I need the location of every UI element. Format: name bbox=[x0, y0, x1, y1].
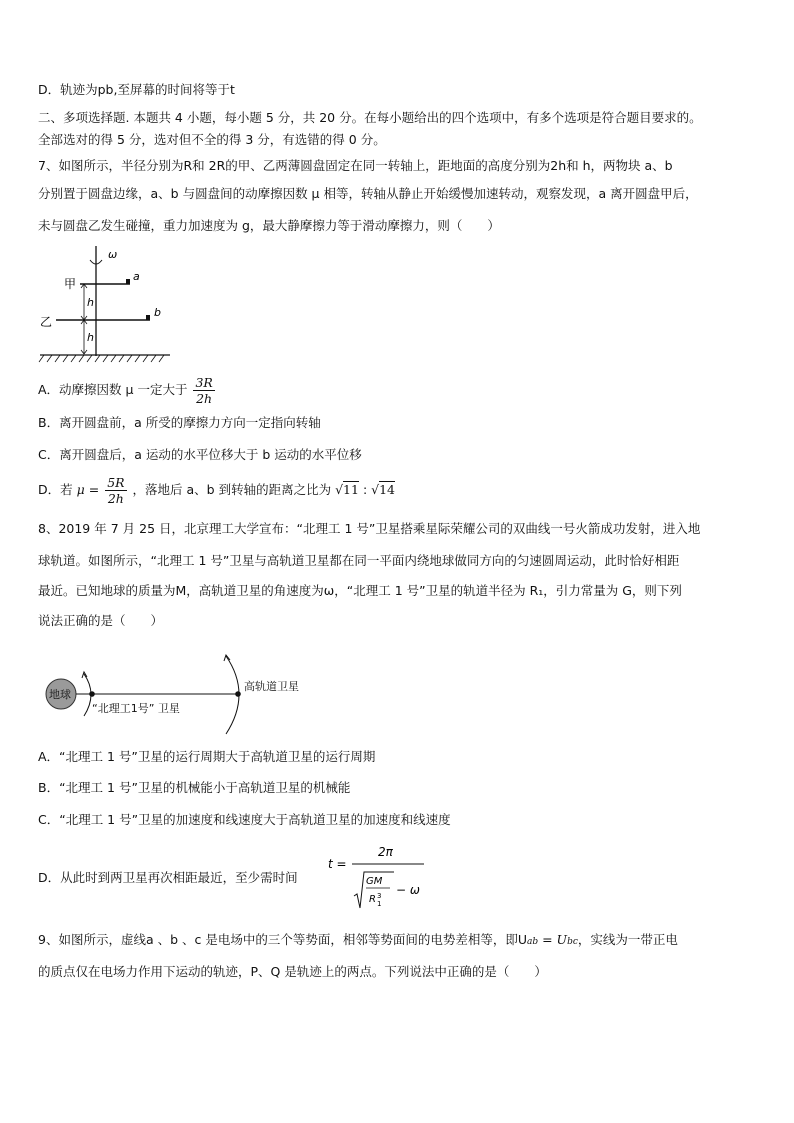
q8-option-c: C．“北理工 1 号”卫星的加速度和线速度大于高轨道卫星的加速度和线速度 bbox=[38, 812, 451, 827]
formula-t: t = bbox=[328, 857, 347, 871]
q9-stem-line1-tail: ，实线为一带正电 bbox=[577, 932, 678, 947]
q7-option-d-text: ，落地后 a、b 到转轴的距离之比为 bbox=[132, 482, 332, 497]
q9-stem-line1-text: 9、如图所示，虚线a 、b 、c 是电场中的三个等势面，相邻等势面间的电势差相等，即U bbox=[38, 932, 527, 947]
high-satellite-label: 高轨道卫星 bbox=[244, 680, 299, 693]
q7-option-d-numerator: 5R bbox=[107, 475, 125, 490]
q7-option-a-denominator: 2h bbox=[196, 391, 213, 406]
formula-r: R bbox=[369, 894, 376, 905]
q7-option-d-colon: : bbox=[362, 482, 368, 497]
formula-numerator: 2π bbox=[378, 845, 393, 859]
q9-stem-line2: 的质点仅在电场力作用下运动的轨迹，P、Q 是轨迹上的两点。下列说法中正确的是（ ） bbox=[38, 964, 547, 979]
q7-option-a bbox=[38, 373, 217, 407]
block-a-label: a bbox=[133, 270, 140, 283]
bit1-satellite-dot bbox=[89, 691, 95, 697]
q9-stem-line1: 9、如图所示，虚线a 、b 、c 是电场中的三个等势面，相邻等势面间的电势差相等，即Uab = Ubc，实线为一带正电 bbox=[38, 932, 678, 947]
q8-stem-line2: 球轨道。如图所示，“北理工 1 号”卫星与高轨道卫星都在同一平面内绕地球做同方向的匀速圆周运动，此时恰好相距 bbox=[38, 553, 680, 568]
q7-option-d-prefix: D．若 bbox=[38, 482, 73, 497]
q7-option-a-fraction bbox=[193, 375, 214, 406]
q7-option-d-root2: 14 bbox=[379, 482, 396, 497]
block-b-label: b bbox=[154, 306, 161, 319]
omega-label: ω bbox=[108, 248, 118, 261]
q8-stem-line4: 说法正确的是（ ） bbox=[38, 613, 164, 628]
q7-stem-line2: 分别置于圆盘边缘，a、b 与圆盘间的动摩擦因数 μ 相等，转轴从静止开始缓慢加速转动，观察发现，a 离开圆盘甲后， bbox=[38, 186, 698, 201]
height-label-lower: h bbox=[87, 331, 94, 344]
q7-option-a-text: A．动摩擦因数 μ 一定大于 bbox=[38, 382, 188, 397]
q8-option-b: B．“北理工 1 号”卫星的机械能小于高轨道卫星的机械能 bbox=[38, 780, 351, 795]
q7-stem-line3: 未与圆盘乙发生碰撞，重力加速度为 g，最大静摩擦力等于滑动摩擦力，则（ ） bbox=[38, 218, 500, 233]
earth-label: 地球 bbox=[49, 688, 71, 701]
q7-option-d-denominator: 2h bbox=[107, 491, 124, 506]
q7-option-d-mu: μ = bbox=[76, 482, 100, 497]
formula-gm: GM bbox=[366, 876, 383, 887]
formula-minus-omega: − ω bbox=[396, 883, 420, 897]
ground-hatch bbox=[39, 355, 164, 362]
q8-option-d-formula bbox=[328, 838, 428, 914]
q7-option-d: D．若 μ = $\frac{5R}{2h}$ ，落地后 a、b 到转轴的距离之比为 √11 : √14 bbox=[38, 475, 396, 506]
q7-disk-figure bbox=[38, 246, 178, 364]
section2-instructions-line2: 全部选对的得 5 分，选对但不全的得 3 分，有选错的得 0 分。 bbox=[38, 132, 386, 147]
section2-instructions-line1: 二、多项选择题. 本题共 4 小题，每小题 5 分，共 20 分。在每小题给出的四个选项中，有多个选项是符合题目要求的。 bbox=[38, 110, 702, 125]
q7-stem-line1: 7、如图所示，半径分别为R和 2R的甲、乙两薄圆盘固定在同一转轴上，距地面的高度分别为2h和 h，两物块 a、b bbox=[38, 158, 673, 173]
block-a bbox=[126, 279, 130, 284]
q8-stem-line1: 8、2019 年 7 月 25 日，北京理工大学宣布：“北理工 1 号”卫星搭乘星际荣耀公司的双曲线一号火箭成功发射，进入地 bbox=[38, 521, 701, 536]
q8-stem-line3: 最近。已知地球的质量为M，高轨道卫星的角速度为ω，“北理工 1 号”卫星的轨道半径为 R₁，引力常量为 G，则下列 bbox=[38, 583, 682, 598]
svg-text:3: 3 bbox=[377, 892, 382, 900]
height-label-upper: h bbox=[87, 296, 94, 309]
q8-orbit-figure bbox=[40, 650, 340, 740]
q7-option-d-fraction bbox=[105, 475, 126, 506]
high-satellite-dot bbox=[235, 691, 241, 697]
q7-option-c: C．离开圆盘后，a 运动的水平位移大于 b 运动的水平位移 bbox=[38, 447, 362, 462]
disk-jia-label: 甲 bbox=[64, 277, 77, 291]
q8-option-a: A．“北理工 1 号”卫星的运行周期大于高轨道卫星的运行周期 bbox=[38, 749, 376, 764]
q7-option-a-numerator: 3R bbox=[195, 375, 213, 390]
q6-option-d: D．轨迹为pb,至屏幕的时间将等于t bbox=[38, 82, 235, 97]
svg-text:1: 1 bbox=[377, 900, 382, 908]
disk-yi-label: 乙 bbox=[40, 315, 53, 329]
bit1-satellite-label: “北理工1号” 卫星 bbox=[92, 702, 180, 715]
q7-option-b: B．离开圆盘前，a 所受的摩擦力方向一定指向转轴 bbox=[38, 415, 321, 430]
q7-option-d-root1: 11 bbox=[343, 482, 359, 497]
q8-option-d-text: D．从此时到两卫星再次相距最近，至少需时间 bbox=[38, 870, 298, 885]
block-b bbox=[146, 315, 150, 320]
